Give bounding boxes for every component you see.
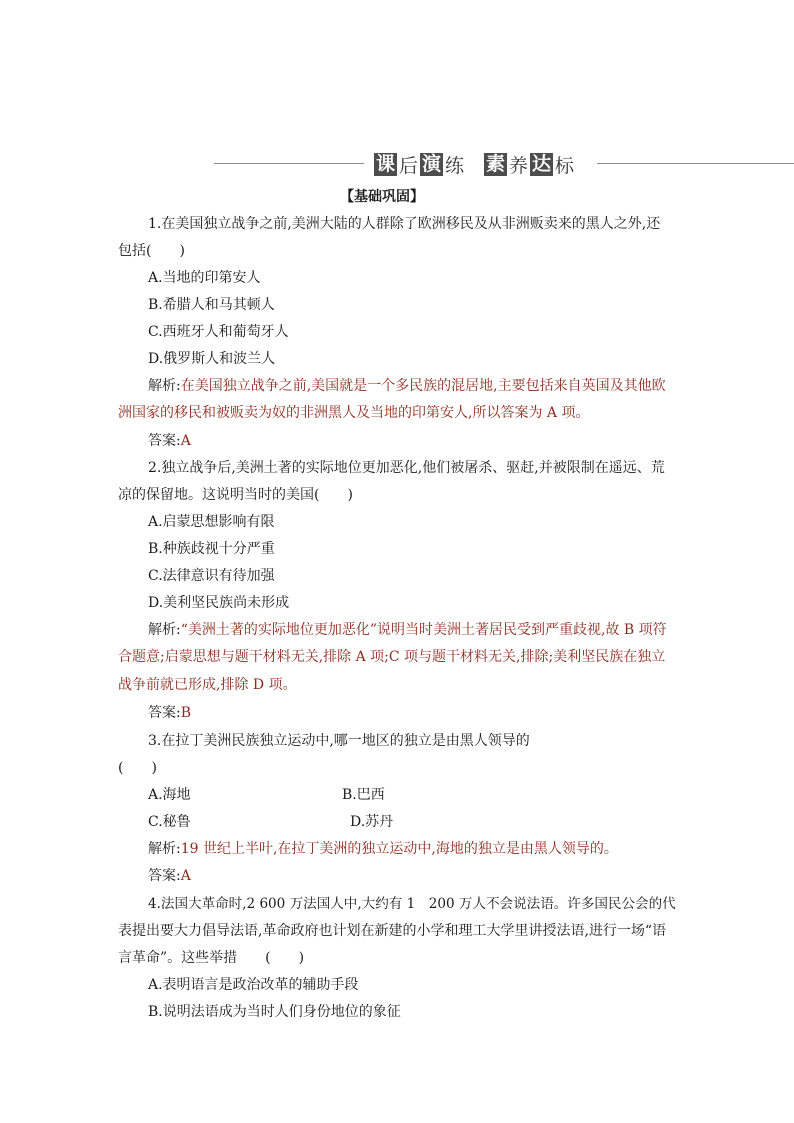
- q1-answer: [148, 432, 191, 450]
- q3-stem-line-1: 3.在拉丁美洲民族独立运动中,哪一地区的独立是由黑人领导的: [148, 733, 530, 749]
- banner-rule-left: [214, 163, 364, 164]
- q3-option-d: D.苏丹: [350, 814, 394, 830]
- q1-option-d: D.俄罗斯人和波兰人: [148, 351, 276, 367]
- banner-char: 练: [444, 154, 464, 177]
- analysis-text: 19 世纪上半叶,在拉丁美洲的独立运动中,海地的独立是由黑人领导的。: [180, 841, 618, 857]
- q3-option-a: A.海地: [148, 787, 191, 803]
- q2-stem-line-1: 2.独立战争后,美洲土著的实际地位更加恶化,他们被屠杀、驱赶,并被限制在遥远、荒: [148, 460, 665, 476]
- section-title: 【基础巩固】: [340, 189, 424, 205]
- banner-char: 后: [398, 154, 418, 177]
- q4-option-b: B.说明法语成为当时人们身份地位的象征: [148, 1004, 401, 1020]
- banner-char: 课: [375, 152, 395, 175]
- analysis-label: 解析:: [148, 622, 181, 638]
- answer-label: 答案:: [148, 433, 181, 449]
- banner-char: 养: [508, 154, 528, 177]
- banner-char: 标: [554, 154, 574, 177]
- q1-option-c: C.西班牙人和葡萄牙人: [148, 324, 289, 340]
- banner-char: 演: [421, 152, 441, 175]
- q1-analysis-line-2: 洲国家的移民和被贩卖为奴的非洲黑人及当地的印第安人,所以答案为 A 项。: [118, 405, 590, 421]
- q2-option-a: A.启蒙思想影响有限: [148, 514, 275, 530]
- banner-char: 达: [531, 152, 551, 175]
- analysis-label: 解析:: [148, 378, 181, 394]
- answer-label: 答案:: [148, 868, 181, 884]
- banner-rule-right: [597, 163, 794, 164]
- analysis-text: 在美国独立战争之前,美国就是一个多民族的混居地,主要包括来自英国及其他欧: [180, 378, 666, 394]
- q2-analysis-line-1: [148, 621, 667, 639]
- answer-value: A: [180, 433, 191, 449]
- section-banner: [214, 148, 794, 180]
- q2-option-d: D.美利坚民族尚未形成: [148, 595, 290, 611]
- q4-stem-line-1: 4.法国大革命时,2 600 万法国人中,大约有 1 200 万人不会说法语。许多国民公会的代: [148, 896, 676, 912]
- q2-option-c: C.法律意识有待加强: [148, 568, 275, 584]
- analysis-text: “美洲土著的实际地位更加恶化”说明当时美洲土著居民受到严重歧视,故 B 项符: [180, 622, 667, 638]
- answer-value: B: [180, 705, 192, 721]
- q3-option-c: C.秘鲁: [148, 814, 191, 830]
- banner-char: 素: [485, 152, 505, 175]
- q2-option-b: B.种族歧视十分严重: [148, 541, 275, 557]
- q3-option-b: B.巴西: [342, 787, 385, 803]
- q4-stem-line-2: 表提出要大力倡导法语,革命政府也计划在新建的小学和理工大学里讲授法语,进行一场“语: [118, 923, 667, 939]
- q4-option-a: A.表明语言是政治改革的辅助手段: [148, 977, 359, 993]
- q2-analysis-line-2: 合题意;启蒙思想与题干材料无关,排除 A 项;C 项与题干材料无关,排除;美利坚民族在独立: [118, 649, 666, 665]
- q1-stem-line-1: 1.在美国独立战争之前,美洲大陆的人群除了欧洲移民及从非洲贩卖来的黑人之外,还: [148, 216, 661, 232]
- q3-answer: [148, 867, 191, 885]
- answer-value: A: [180, 868, 191, 884]
- q1-stem-line-2: 包括( ): [118, 243, 185, 259]
- q3-stem-line-2: ( ): [118, 760, 157, 776]
- q2-analysis-line-3: 战争前就已形成,排除 D 项。: [118, 677, 297, 693]
- q2-stem-line-2: 凉的保留地。这说明当时的美国( ): [118, 487, 353, 503]
- analysis-label: 解析:: [148, 841, 181, 857]
- q3-analysis-line-1: [148, 840, 618, 858]
- q1-option-a: A.当地的印第安人: [148, 270, 261, 286]
- q1-analysis-line-1: [148, 377, 666, 395]
- answer-label: 答案:: [148, 705, 181, 721]
- q1-option-b: B.希腊人和马其顿人: [148, 297, 275, 313]
- q2-answer: [148, 704, 191, 722]
- banner-title: [374, 150, 576, 178]
- q4-stem-line-3: 言革命”。这些举措 ( ): [118, 950, 305, 966]
